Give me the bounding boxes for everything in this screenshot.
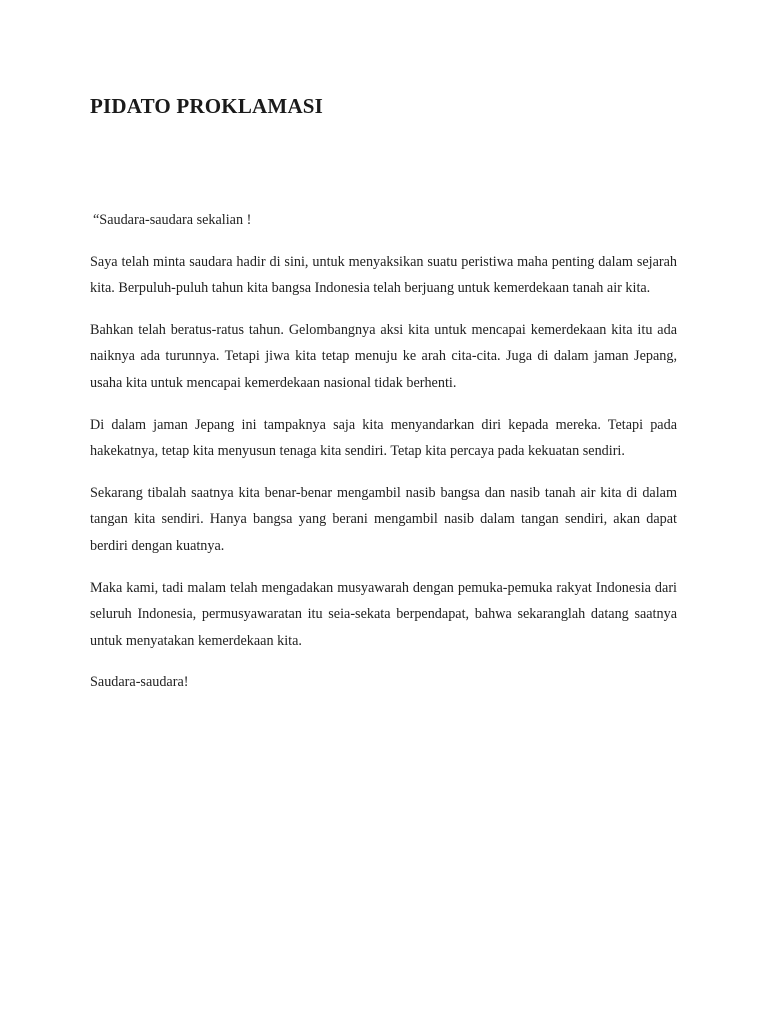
paragraph: Sekarang tibalah saatnya kita benar-benar mengambil nasib bangsa dan nasib tanah air kita di dalam tangan kita sendiri. Hanya bangsa yang berani mengambil nasib dalam tangan sendiri, akan dapat berdiri dengan kuatnya. [90, 484, 677, 554]
paragraph: Bahkan telah beratus-ratus tahun. Gelombangnya aksi kita untuk mencapai kemerdekaan kita itu ada naiknya ada turunnya. Tetapi jiwa kita tetap menuju ke arah cita-cita. Juga di dalam jaman Jepang, usaha kita untuk mencapai kemerdekaan nasional tidak berhenti. [90, 321, 677, 391]
paragraph: Maka kami, tadi malam telah mengadakan musyawarah dengan pemuka-pemuka rakyat Indonesia dari seluruh Indonesia, permusyawaratan itu seia-sekata berpendapat, bahwa sekaranglah datang saatnya untuk menyatakan kemerdekaan kita. [90, 579, 677, 649]
paragraph: Saya telah minta saudara hadir di sini, untuk menyaksikan suatu peristiwa maha penting dalam sejarah kita. Berpuluh-puluh tahun kita bangsa Indonesia telah berjuang untuk kemerdekaan tanah air kita. [90, 253, 677, 297]
paragraph-opening: “Saudara-saudara sekalian ! [93, 212, 252, 228]
paragraph: Di dalam jaman Jepang ini tampaknya saja kita menyandarkan diri kepada mereka. Tetapi pada hakekatnya, tetap kita menyusun tenaga kita sendiri. Tetap kita percaya pada kekuatan sendiri. [90, 416, 677, 460]
paragraph-closing: Saudara-saudara! [90, 674, 189, 691]
document-title: PIDATO PROKLAMASI [90, 94, 324, 118]
document-body [90, 207, 677, 711]
